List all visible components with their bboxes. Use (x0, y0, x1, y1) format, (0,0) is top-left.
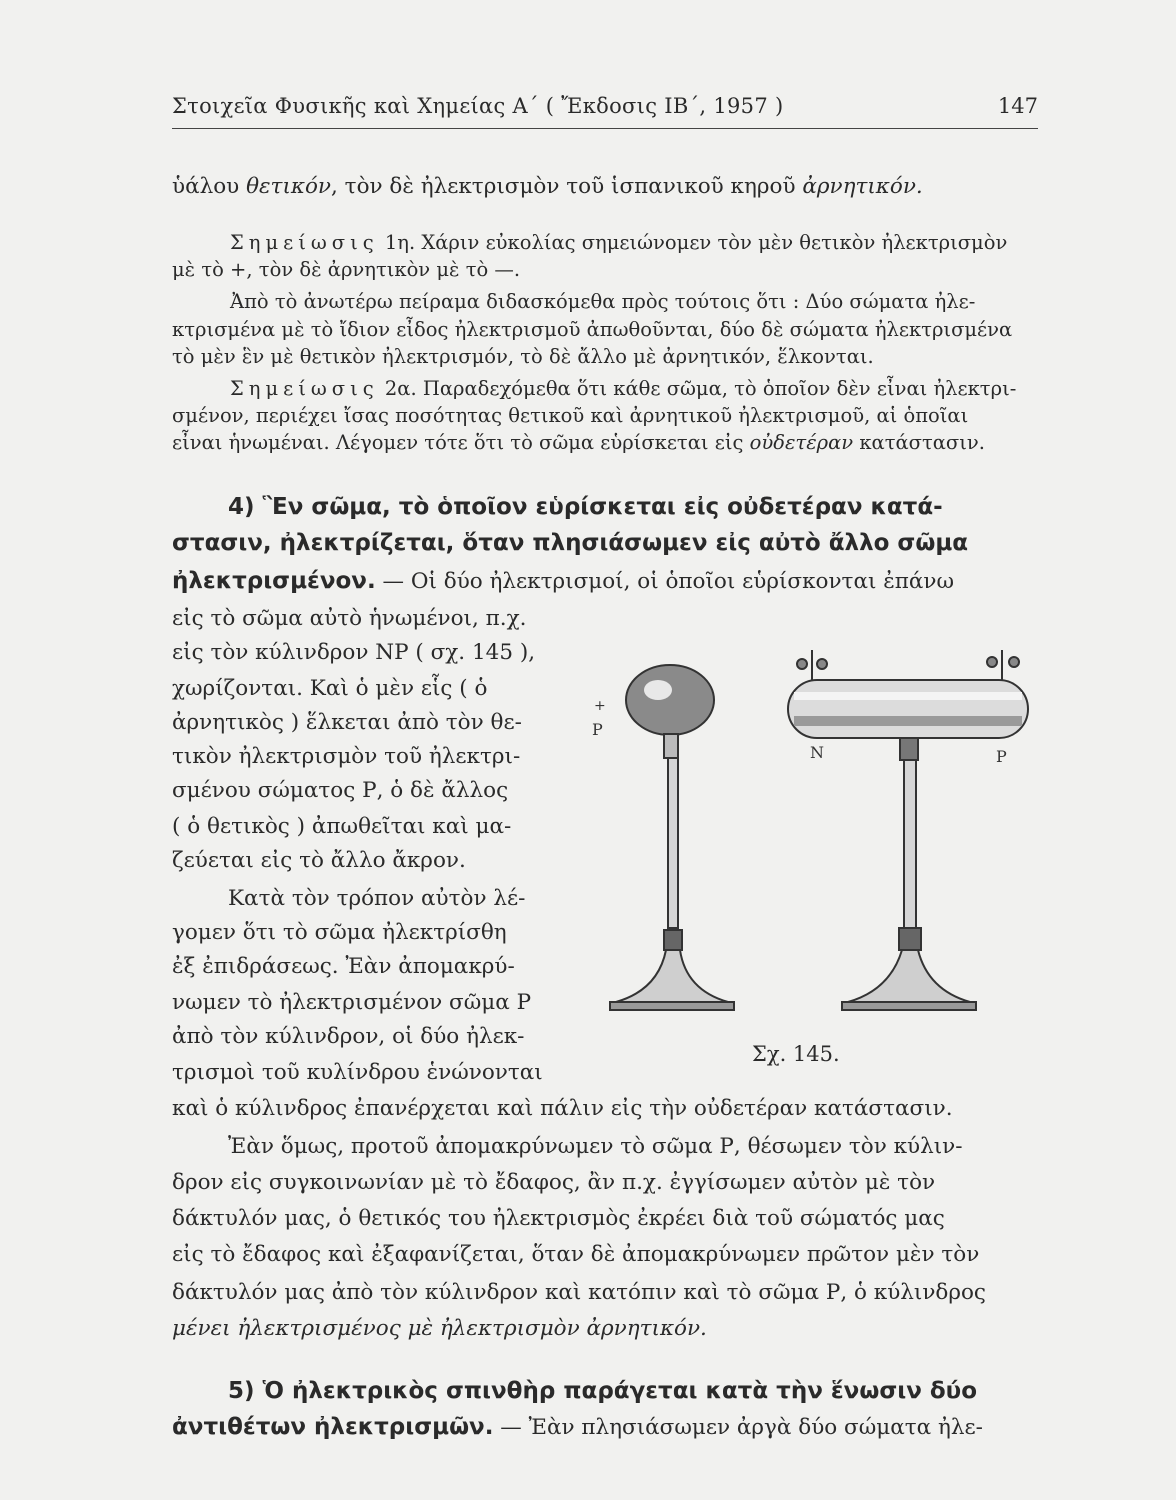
note-1: Σημείωσις 1η. Χάριν εὐκολίας σημειώνομεν τὸν μὲν θετικὸν ἠλεκτρισμὸν (230, 231, 1008, 254)
text-line: ἐξ ἐπιδράσεως. Ἐὰν ἀπομακρύ- (172, 954, 515, 979)
note-2: Σημείωσις 2α. Παραδεχόμεθα ὅτι κάθε σῶμα, τὸ ὁποῖον δὲν εἶναι ἠλεκτρι- (230, 377, 1017, 400)
text-line: ἠλεκτρισμένον. — Οἱ δύο ἠλεκτρισμοί, οἱ ὁποῖοι εὑρίσκονται ἐπάνω (172, 568, 955, 594)
label-plus: + (594, 698, 606, 714)
book-title: Στοιχεῖα Φυσικῆς καὶ Χημείας Α΄ ( Ἔκδοσις ΙΒ΄, 1957 ) (172, 94, 784, 118)
text-line: τικὸν ἠλεκτρισμὸν τοῦ ἠλεκτρι- (172, 744, 521, 769)
text-line: σμένου σώματος Ρ, ὁ δὲ ἄλλος (172, 778, 509, 803)
figure-caption: Σχ. 145. (752, 1042, 840, 1066)
text-line: εἰς τὸ σῶμα αὐτὸ ἡνωμένοι, π.χ. (172, 606, 527, 631)
text-line: ζεύεται εἰς τὸ ἄλλο ἄκρον. (172, 848, 466, 873)
text-line: ( ὁ θετικὸς ) ἀπωθεῖται καὶ μα- (172, 814, 512, 839)
text-line: εἰς τὸν κύλινδρον ΝΡ ( σχ. 145 ), (172, 640, 536, 665)
figure-145-illustration (592, 610, 1048, 1030)
section-heading-4: 4) Ἓν σῶμα, τὸ ὁποῖον εὑρίσκεται εἰς οὐδετέραν κατά- (228, 494, 943, 520)
label-p: P (996, 747, 1007, 766)
text-line: ἀπὸ τὸν κύλινδρον, οἱ δύο ἠλεκ- (172, 1024, 525, 1049)
text-line: νωμεν τὸ ἠλεκτρισμένον σῶμα Ρ (172, 990, 532, 1015)
text-line: ὑάλου θετικόν, τὸν δὲ ἠλεκτρισμὸν τοῦ ἱσπανικοῦ κηροῦ ἀρνητικόν. (172, 174, 923, 199)
text-line: δάκτυλόν μας ἀπὸ τὸν κύλινδρον καὶ κατόπιν καὶ τὸ σῶμα Ρ, ὁ κύλινδρος (172, 1280, 986, 1305)
text-line: Ἐὰν ὅμως, προτοῦ ἀπομακρύνωμεν τὸ σῶμα Ρ, θέσωμεν τὸν κύλιν- (228, 1134, 963, 1159)
text-line: μένει ἠλεκτρισμένος μὲ ἠλεκτρισμὸν ἀρνητικόν. (172, 1316, 707, 1341)
text-line: ἀντιθέτων ἠλεκτρισμῶν. — Ἐὰν πλησιάσωμεν ἀργὰ δύο σώματα ἠλε- (172, 1414, 983, 1440)
text-line: γομεν ὅτι τὸ σῶμα ἠλεκτρίσθη (172, 920, 507, 945)
section-heading-5: 5) Ὁ ἠλεκτρικὸς σπινθὴρ παράγεται κατὰ τὴν ἕνωσιν δύο (228, 1378, 978, 1404)
text-line: Κατὰ τὸν τρόπον αὐτὸν λέ- (228, 886, 526, 911)
text-line: κτρισμένα μὲ τὸ ἴδιον εἶδος ἠλεκτρισμοῦ ἀπωθοῦνται, δύο δὲ σώματα ἠλεκτρισμένα (172, 318, 1013, 341)
label-p-small: P (592, 720, 603, 739)
label-n: N (810, 743, 824, 762)
text-line: μὲ τὸ +, τὸν δὲ ἀρνητικὸν μὲ τὸ —. (172, 258, 521, 281)
text-line: σμένον, περιέχει ἴσας ποσότητας θετικοῦ καὶ ἀρνητικοῦ ἠλεκτρισμοῦ, αἱ ὁποῖαι (172, 404, 969, 427)
section-heading-4-cont: στασιν, ἠλεκτρίζεται, ὅταν πλησιάσωμεν εἰς αὐτὸ ἄλλο σῶμα (172, 530, 969, 556)
text-line: δρον εἰς συγκοινωνίαν μὲ τὸ ἔδαφος, ἂν π.χ. ἐγγίσωμεν αὐτὸν μὲ τὸν (172, 1170, 936, 1195)
text-line: τρισμοὶ τοῦ κυλίνδρου ἑνώνονται (172, 1060, 543, 1085)
charged-sphere-stand (610, 665, 734, 1010)
running-header (172, 94, 1038, 129)
text-line: Ἀπὸ τὸ ἀνωτέρω πείραμα διδασκόμεθα πρὸς τούτοις ὅτι : Δύο σώματα ἠλε- (230, 290, 976, 313)
text-line: εἶναι ἡνωμέναι. Λέγομεν τότε ὅτι τὸ σῶμα εὑρίσκεται εἰς οὐδετέραν κατάστασιν. (172, 431, 985, 454)
page-number: 147 (997, 94, 1038, 118)
text-line: χωρίζονται. Καὶ ὁ μὲν εἷς ( ὁ (172, 676, 488, 701)
text-line: ἀρνητικὸς ) ἕλκεται ἀπὸ τὸν θε- (172, 710, 522, 735)
text-line: δάκτυλόν μας, ὁ θετικός του ἠλεκτρισμὸς ἐκρέει διὰ τοῦ σώματός μας (172, 1206, 945, 1231)
conductor-cylinder-stand (788, 650, 1028, 1010)
text-line: εἰς τὸ ἔδαφος καὶ ἐξαφανίζεται, ὅταν δὲ ἀπομακρύνωμεν πρῶτον μὲν τὸν (172, 1242, 980, 1267)
text-line: τὸ μὲν ἓν μὲ θετικὸν ἠλεκτρισμόν, τὸ δὲ ἄλλο μὲ ἀρνητικόν, ἕλκονται. (172, 345, 874, 368)
text-line: καὶ ὁ κύλινδρος ἐπανέρχεται καὶ πάλιν εἰς τὴν οὐδετέραν κατάστασιν. (172, 1096, 953, 1121)
